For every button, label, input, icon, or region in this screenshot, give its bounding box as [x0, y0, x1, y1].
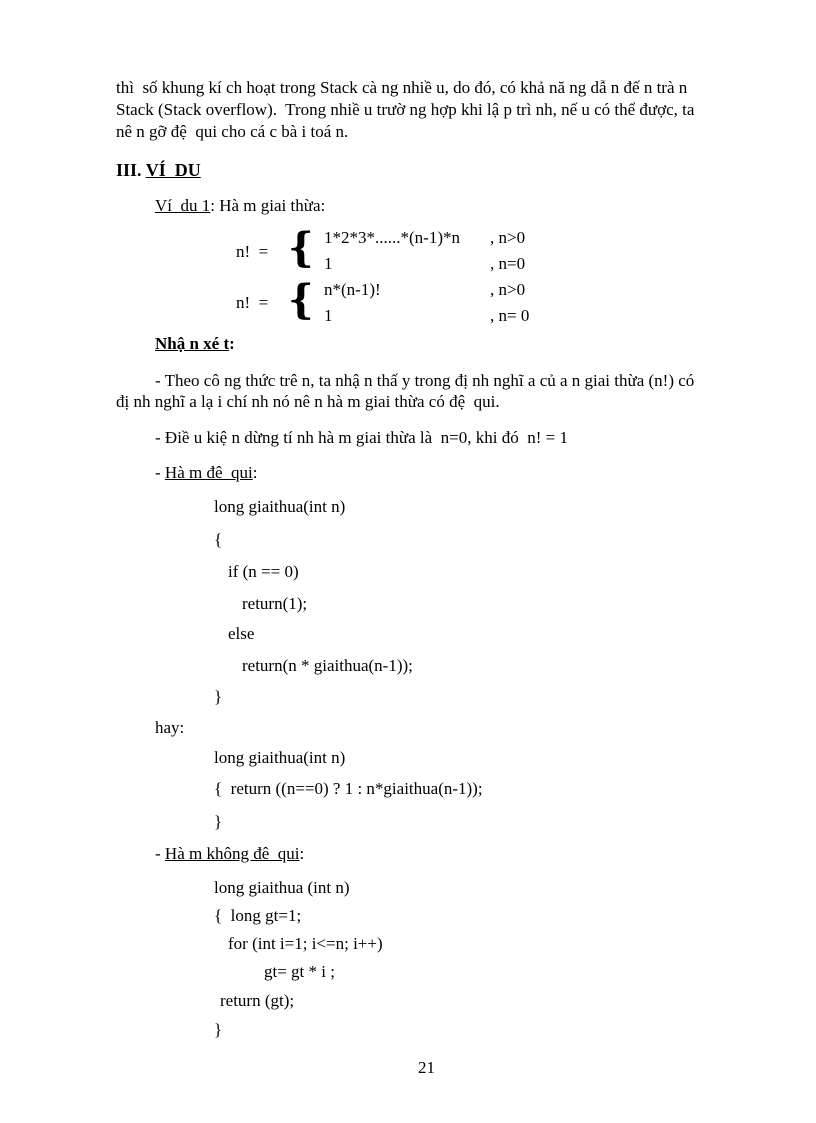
remark-1-line-1: - Theo cô ng thức trê n, ta nhậ n thấ y trong đị nh nghĩ a củ a n giai thừa (n!) có [155, 371, 695, 390]
remarks-heading-colon: : [229, 334, 235, 353]
code-line: return (gt); [220, 991, 295, 1010]
example-heading [155, 196, 325, 216]
code-line: for (int i=1; i<=n; i++) [228, 934, 383, 953]
code-line: { [214, 530, 223, 549]
code-line: { long gt=1; [214, 906, 302, 925]
remark-2: - Điề u kiệ n dừng tí nh hà m giai thừa là n=0, khi đó n! = 1 [155, 428, 568, 447]
recursive-dash: - [155, 463, 165, 482]
code-line: long giaithua(int n) [214, 748, 346, 767]
intro-line-1: thì số khung kí ch hoạt trong Stack cà ng nhiề u, do đó, có khả nă ng dẫ n đế n trà n [116, 78, 688, 97]
recursive-heading [155, 463, 257, 483]
nonrecursive-colon: : [299, 844, 305, 863]
section-number: III. [116, 160, 142, 180]
code-line: return(n * giaithua(n-1)); [242, 656, 413, 675]
def2-case1-expr: n*(n-1)! [324, 280, 381, 299]
intro-line-2: Stack (Stack overflow). Trong nhiề u trườ ng hợp khi lậ p trì nh, nế u có thể được, ta [116, 100, 695, 119]
alt-label: hay: [155, 718, 185, 737]
code-line: long giaithua(int n) [214, 497, 346, 516]
code-line: if (n == 0) [228, 562, 299, 581]
section-heading [116, 160, 201, 180]
def2-case2-cond: , n= 0 [490, 306, 530, 325]
remarks-heading [155, 334, 235, 354]
example-label: Ví du 1 [155, 196, 211, 215]
code-line: else [228, 624, 255, 643]
def2-case1-cond: , n>0 [490, 280, 526, 299]
def1-lhs: n! = [236, 242, 269, 261]
nonrecursive-heading [155, 844, 304, 864]
remark-1-line-2: đị nh nghĩ a lạ i chí nh nó nê n hà m giai thừa có đệ qui. [116, 392, 500, 411]
example-heading-rest: : Hà m giai thừa: [210, 196, 326, 215]
nonrecursive-dash: - [155, 844, 165, 863]
code-line: } [214, 812, 223, 831]
def1-case1-expr: 1*2*3*......*(n-1)*n [324, 228, 460, 247]
nonrecursive-label: Hà m không đê qui [164, 844, 300, 863]
code-line: } [214, 687, 223, 706]
section-title: VÍ DU [145, 160, 201, 180]
recursive-colon: : [252, 463, 258, 482]
def1-case2-cond: , n=0 [490, 254, 526, 273]
left-brace-icon: { [288, 276, 314, 323]
code-line: return(1); [242, 594, 308, 613]
left-brace-icon: { [288, 224, 314, 271]
def2-case2-expr: 1 [324, 306, 333, 325]
code-line: long giaithua (int n) [214, 878, 350, 897]
def1-case2-expr: 1 [324, 254, 333, 273]
code-line: } [214, 1020, 223, 1039]
def1-case1-cond: , n>0 [490, 228, 526, 247]
intro-line-3: nê n gỡ đệ qui cho cá c bà i toá n. [116, 122, 349, 141]
code-line: gt= gt * i ; [264, 962, 335, 981]
recursive-label: Hà m đê qui [164, 463, 253, 482]
def2-lhs: n! = [236, 293, 269, 312]
remarks-heading-text: Nhậ n xé t [155, 334, 230, 353]
page-number: 21 [418, 1058, 435, 1077]
code-line: { return ((n==0) ? 1 : n*giaithua(n-1)); [214, 779, 483, 798]
